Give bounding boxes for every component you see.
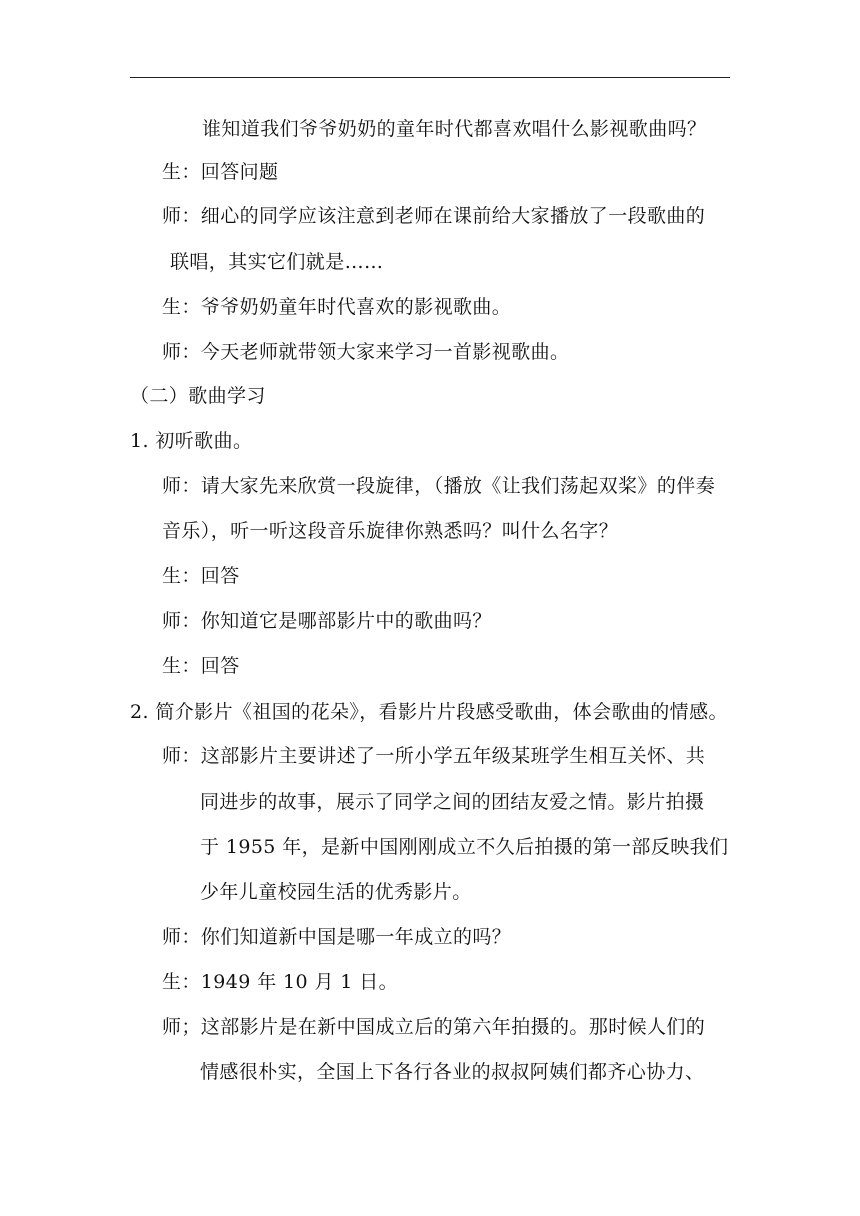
paragraph-line: 于 1955 年，是新中国刚刚成立不久后拍摄的第一部反映我们	[200, 836, 729, 858]
paragraph-line: 生：回答问题	[162, 161, 279, 183]
paragraph-line: 音乐），听一听这段音乐旋律你熟悉吗？叫什么名字？	[162, 520, 619, 542]
paragraph-line: 情感很朴实，全国上下各行各业的叔叔阿姨们都齐心协力、	[200, 1061, 705, 1083]
paragraph-line: 同进步的故事，展示了同学之间的团结友爱之情。影片拍摄	[200, 791, 705, 813]
list-item-heading: 1. 初听歌曲。	[130, 430, 253, 452]
paragraph-line: 师；这部影片是在新中国成立后的第六年拍摄的。那时候人们的	[162, 1016, 706, 1038]
paragraph-line: 师：你知道它是哪部影片中的歌曲吗？	[162, 610, 492, 632]
paragraph-line: 师：请大家先来欣赏一段旋律，（播放《让我们荡起双桨》的伴奏	[162, 475, 716, 497]
paragraph-line: 谁知道我们爷爷奶奶的童年时代都喜欢唱什么影视歌曲吗？	[202, 118, 707, 140]
paragraph-line: 少年儿童校园生活的优秀影片。	[200, 881, 472, 903]
paragraph-line: 生：1949 年 10 月 1 日。	[162, 971, 399, 993]
header-rule	[130, 77, 730, 78]
paragraph-line: 师：细心的同学应该注意到老师在课前给大家播放了一段歌曲的	[162, 205, 706, 227]
list-item-heading: 2. 简介影片《祖国的花朵》，看影片片段感受歌曲，体会歌曲的情感。	[130, 701, 728, 723]
paragraph-line: 联唱，其实它们就是……	[170, 251, 384, 273]
paragraph-line: 生：回答	[162, 565, 240, 587]
paragraph-line: 师：今天老师就带领大家来学习一首影视歌曲。	[162, 341, 570, 363]
section-heading: （二）歌曲学习	[130, 385, 266, 407]
paragraph-line: 生：爷爷奶奶童年时代喜欢的影视歌曲。	[162, 296, 512, 318]
paragraph-line: 师：这部影片主要讲述了一所小学五年级某班学生相互关怀、共	[162, 745, 706, 767]
paragraph-line: 师：你们知道新中国是哪一年成立的吗？	[162, 926, 512, 948]
paragraph-line: 生：回答	[162, 655, 240, 677]
